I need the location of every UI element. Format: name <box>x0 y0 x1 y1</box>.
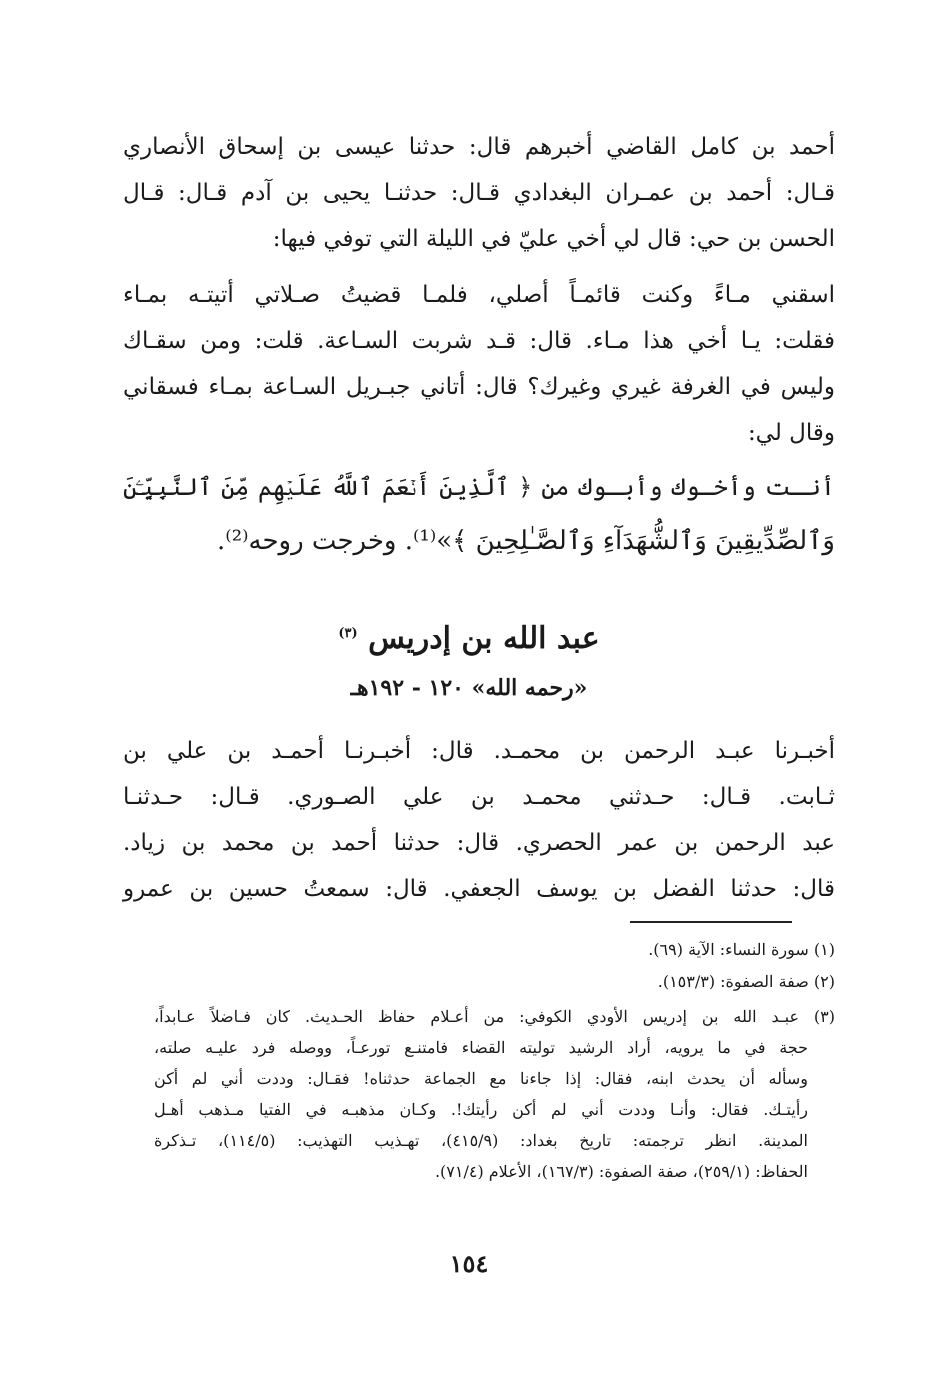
footnote-ref: (٣) <box>338 626 358 641</box>
body-line: عبد الرحمن بن عمر الحصري. قال: حدثنا أحمد بن محمد بن زياد. <box>123 830 835 856</box>
footnote-continuation: حجة في ما يرويه، أراد الرشيد توليته القضاء فامتنـع تورعـاً، ووصله فرد عليـه صلته، <box>154 1038 808 1057</box>
body-line: وقال لي: <box>747 420 835 446</box>
section-subheading: «رحمه الله» ١٢٠ - ١٩٢هـ <box>350 675 588 701</box>
heading-title: عبد الله بن إدريس <box>368 621 600 656</box>
footnote: (١) سورة النساء: الآية (٦٩). <box>648 940 835 959</box>
footnote-continuation: رأيتـك. فقال: وأنـا وددت أني لم أكن رأيتك!. وكـان مذهبـه في الفتيا مـذهب أهـل <box>154 1100 809 1119</box>
section-heading <box>0 612 938 661</box>
body-line: الحسن بن حي: قال لي أخي عليّ في الليلة التي توفي فيها: <box>272 226 835 252</box>
quran-verse-line: وَٱلصِّدِّيقِينَ وَٱلشُّهَدَآءِ وَٱلصَّـٰلِحِينَ ﴾»⁽¹⁾. وخرجت روحه⁽²⁾. <box>217 526 835 556</box>
footnote: (٢) صفة الصفوة: (١٥٣/٣). <box>657 972 835 991</box>
body-line: وليس في الغرفة غيري وغيرك؟ قال: أتاني جبـريل السـاعة بمـاء فسقاني <box>123 374 835 400</box>
footnote-continuation: المدينة. انظر ترجمته: تاريخ بغداد: (٤١٥/٩)، تهـذيب التهذيب: (١١٤/٥)، تـذكرة <box>154 1131 809 1150</box>
footnote-continuation: وسأله أن يحدث ابنه، فقال: إذا جاءنا مع الجماعة حدثناه! فقـال: وددت أني لم أكن <box>154 1069 808 1088</box>
body-line: قـال: أحمد بن عمـران البغدادي قـال: حدثنـا يحيى بن آدم قـال: قـال <box>123 180 835 206</box>
body-line: اسقني مـاءً وكنت قائمـاً أصلي، فلمـا قضيتُ صـلاتي أتيتـه بمـاء <box>123 282 835 308</box>
page-number: ١٥٤ <box>449 1249 489 1278</box>
footnote-continuation: الحفاظ: (٢٥٩/١)، صفة الصفوة: (١٦٧/٣)، الأعلام (٧١/٤). <box>434 1162 808 1181</box>
body-line: قال: حدثنا الفضل بن يوسف الجعفي. قال: سمعتُ حسين بن عمرو <box>123 876 835 902</box>
body-line: ثـابت. قـال: حـدثني محمـد بن علي الصـوري. قـال: حـدثنـا <box>123 784 835 810</box>
body-line: فقلت: يـا أخي هذا مـاء. قال: قـد شربت السـاعة. قلت: ومن سقـاك <box>123 328 835 354</box>
quran-verse-line: أنـت وأخـوك وأبـوك من ﴿ ٱلَّذِينَ أَنۡعَمَ ٱللَّهُ عَلَيۡهِم مِّنَ ٱلنَّبِيِّـۧنَ <box>123 473 835 501</box>
body-line: أخبـرنا عبـد الرحمن بن محمـد. قال: أخبـرنـا أحمـد بن علي بن <box>123 738 835 764</box>
footnote-divider <box>630 921 792 923</box>
body-line: أحمد بن كامل القاضي أخبرهم قال: حدثنا عيسى بن إسحاق الأنصاري <box>123 134 835 160</box>
footnote: (٣) عبـد الله بن إدريس الأودي الكوفي: من أعـلام حفاظ الحـديث. كان فـاضلاً عـابداً، <box>154 1007 835 1026</box>
